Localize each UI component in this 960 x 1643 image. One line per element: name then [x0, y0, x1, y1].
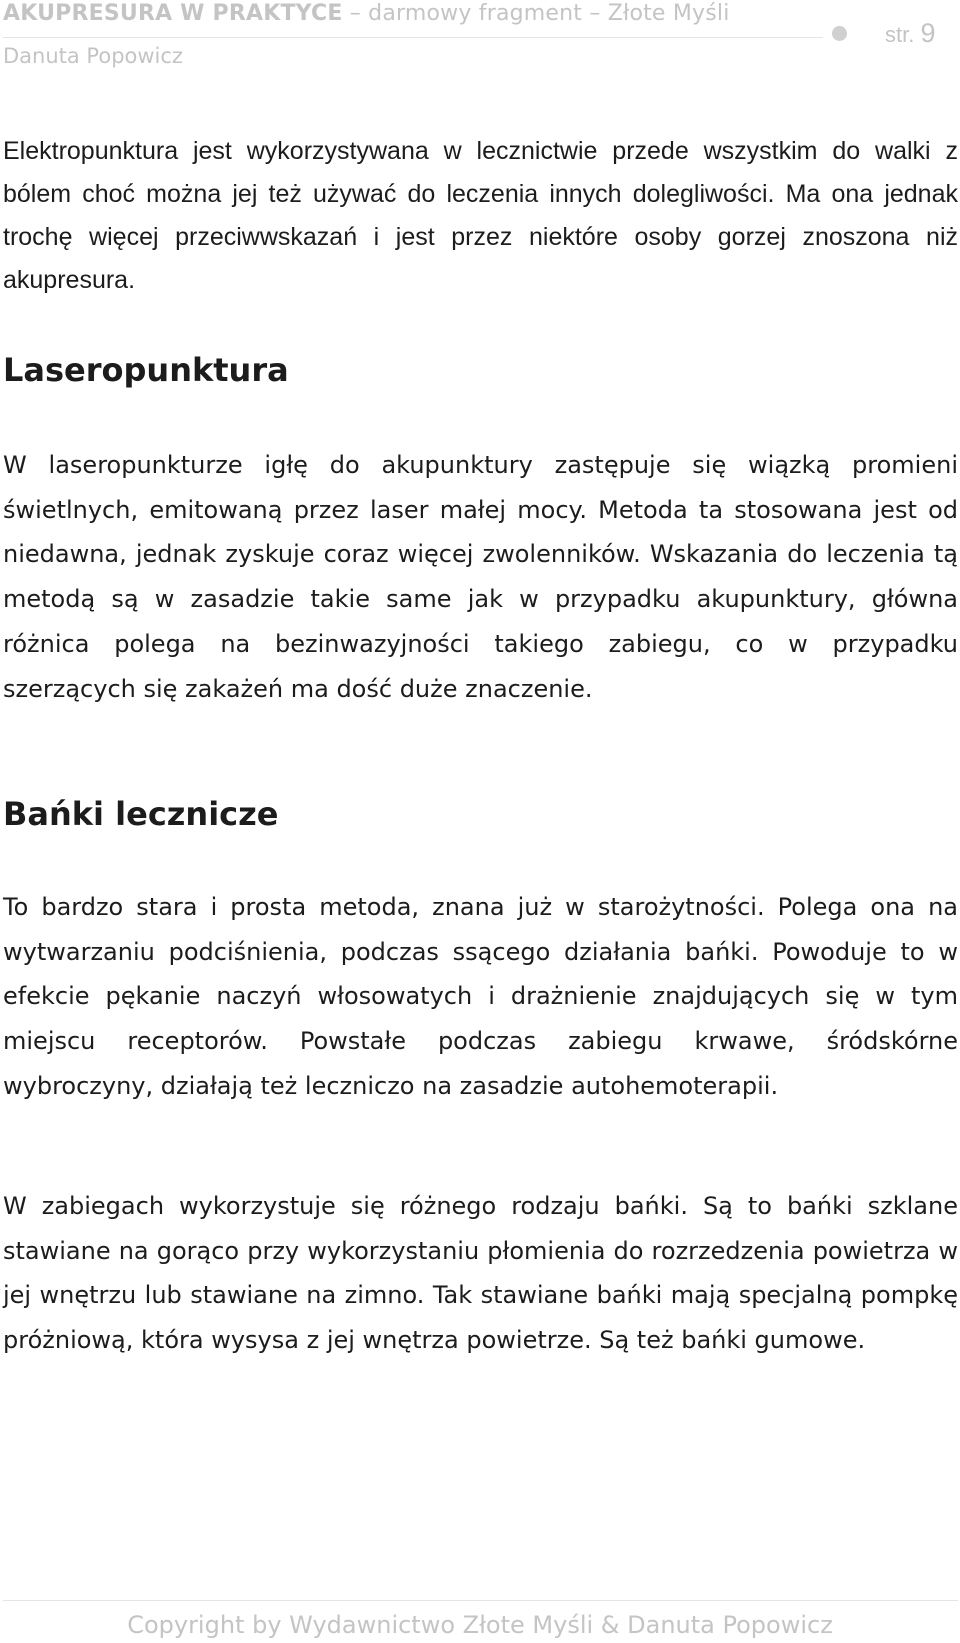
paragraph-banki-2: W zabiegach wykorzystuje się różnego rodzaju bańki. Są to bańki szklane stawiane na gorąco przy wykorzystaniu płomienia do rozrzedzenia powietrza w jej wnętrzu lub stawiane na zimno. Tak stawiane bańki mają specjalną pompkę próżniową, która wysysa z jej wnętrza powietrze. Są też bańki gumowe.	[3, 1192, 958, 1355]
book-title-suffix: – darmowy fragment – Złote Myśli	[342, 1, 730, 26]
heading-laseropunktura: Laseropunktura	[3, 351, 289, 389]
paragraph-elektropunktura: Elektropunktura jest wykorzystywana w lecznictwie przede wszystkim do walki z bólem choć można jej też używać do leczenia innych dolegliwości. Ma ona jednak trochę więcej przeciwwskazań i jest przez niektóre osoby gorzej znoszona niż akupresura.	[3, 137, 958, 294]
page-number	[885, 19, 935, 49]
bullet-dot-icon	[832, 26, 847, 41]
book-title-bold: AKUPRESURA W PRAKTYCE	[3, 1, 343, 26]
footer-divider	[3, 1600, 958, 1601]
heading-banki-lecznicze: Bańki lecznicze	[3, 795, 279, 833]
page-header	[0, 0, 960, 75]
footer-copyright: Copyright by Wydawnictwo Złote Myśli & Danuta Popowicz	[127, 1611, 833, 1639]
paragraph-banki-1: To bardzo stara i prosta metoda, znana już w starożytności. Polega ona na wytwarzaniu podciśnienia, podczas ssącego działania bańki. Powoduje to w efekcie pękanie naczyń włosowatych i drażnienie znajdujących się w tym miejscu receptorów. Powstałe podczas zabiegu krwawe, śródskórne wybroczyny, działają też leczniczo na zasadzie autohemoterapii.	[3, 893, 958, 1100]
book-title	[3, 0, 730, 28]
header-divider	[3, 37, 823, 38]
paragraph-laseropunktura: W laseropunkturze igłę do akupunktury zastępuje się wiązką promieni świetlnych, emitowaną przez laser małej mocy. Metoda ta stosowana jest od niedawna, jednak zyskuje coraz więcej zwolenników. Wskazania do leczenia tą metodą są w zasadzie takie same jak w przypadku akupunktury, główna różnica polega na bezinwazyjności takiego zabiegu, co w przypadku szerzących się zakażeń ma dość duże znaczenie.	[3, 451, 958, 703]
author-name: Danuta Popowicz	[3, 44, 183, 68]
page-label: str.	[885, 22, 921, 47]
page-number-value: 9	[920, 18, 936, 48]
